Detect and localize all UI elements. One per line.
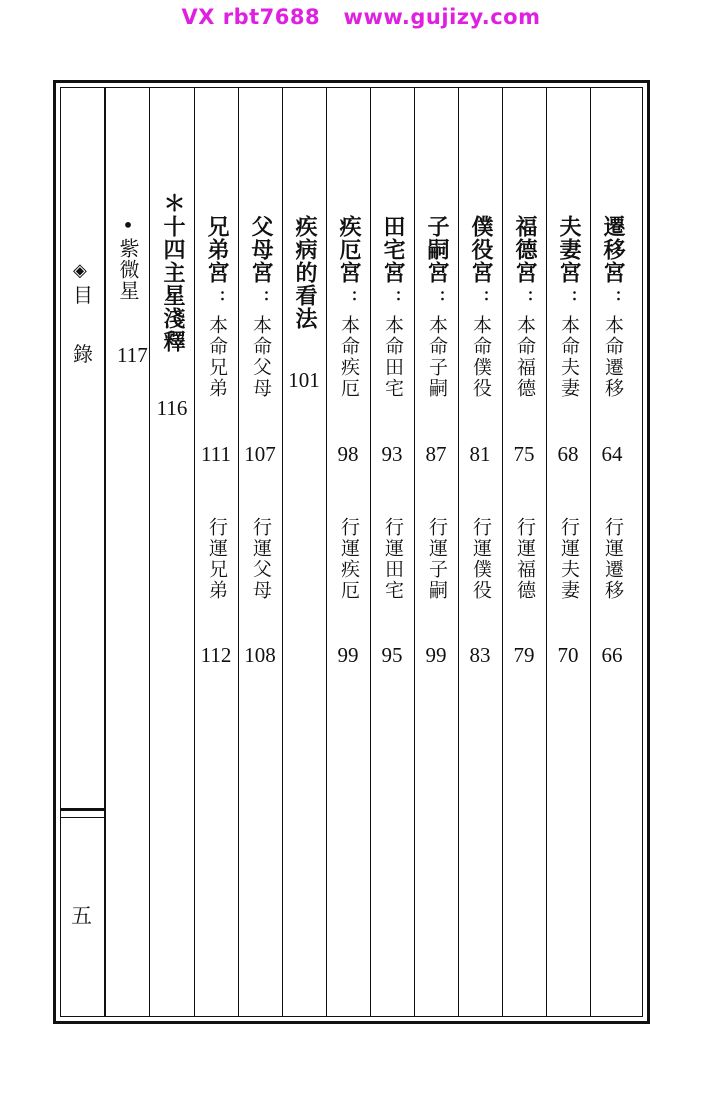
folio-rule-thin xyxy=(61,817,104,818)
entry-subtitle: 本命夫妻 xyxy=(558,315,580,399)
entry-page-number: 93 xyxy=(381,442,403,466)
entry-page-number: 117 xyxy=(117,343,148,367)
entry-colon: ： xyxy=(604,290,623,306)
entry-title: 遷移宮 xyxy=(600,215,625,284)
entry-subtitle: 行運父母 xyxy=(250,517,272,601)
column-divider xyxy=(149,88,150,1016)
entry-subtitle: 本命田宅 xyxy=(382,315,404,399)
entry-colon: ： xyxy=(428,290,447,306)
entry-colon: ： xyxy=(252,290,271,306)
entry-subtitle: 本命兄弟 xyxy=(206,315,228,399)
entry-title: 兄弟宮 xyxy=(204,215,229,284)
entry-title: ＊十四主星淺釋 xyxy=(160,192,185,353)
column-divider xyxy=(326,88,327,1016)
entry-title: 疾病的看法 xyxy=(292,215,317,330)
entry-page-number: 99 xyxy=(337,643,359,667)
entry-page-number: 108 xyxy=(244,643,276,667)
margin-divider xyxy=(104,88,106,1016)
entry-subtitle: 行運僕役 xyxy=(470,517,492,601)
entry-page-number: 66 xyxy=(601,643,623,667)
entry-page-number: 95 xyxy=(381,643,403,667)
entry-page-number: 107 xyxy=(244,442,276,466)
entry-colon: ： xyxy=(208,290,227,306)
entry-subtitle: 本命僕役 xyxy=(470,315,492,399)
entry-page-number: 87 xyxy=(425,442,447,466)
entry-title: •紫微星 xyxy=(116,213,140,301)
contents-heading-char-2: 錄 xyxy=(73,342,93,366)
entry-colon: ： xyxy=(516,290,535,306)
entry-page-number: 81 xyxy=(469,442,491,466)
entry-page-number: 75 xyxy=(513,442,535,466)
entry-page-number: 70 xyxy=(557,643,579,667)
column-divider xyxy=(458,88,459,1016)
column-divider xyxy=(502,88,503,1016)
entry-page-number: 79 xyxy=(513,643,535,667)
folio-number: 五 xyxy=(71,904,92,928)
entry-subtitle: 本命疾厄 xyxy=(338,315,360,399)
entry-title: 子嗣宮 xyxy=(424,215,449,284)
contents-heading-char-1: 目 xyxy=(73,283,93,307)
entry-page-number: 101 xyxy=(288,368,320,392)
entry-page-number: 116 xyxy=(156,396,188,420)
entry-subtitle: 行運子嗣 xyxy=(426,517,448,601)
column-divider xyxy=(282,88,283,1016)
entry-title: 父母宮 xyxy=(248,215,273,284)
watermark-text: VX rbt7688 www.gujizy.com xyxy=(181,5,541,29)
entry-colon: ： xyxy=(560,290,579,306)
entry-page-number: 98 xyxy=(337,442,359,466)
entry-colon: ： xyxy=(472,290,491,306)
entry-page-number: 68 xyxy=(557,442,579,466)
entry-subtitle: 行運夫妻 xyxy=(558,517,580,601)
entry-page-number: 99 xyxy=(425,643,447,667)
diamond-ornament-icon: ◈ xyxy=(73,260,87,281)
entry-title: 田宅宮 xyxy=(380,215,405,284)
entry-colon: ： xyxy=(384,290,403,306)
entry-page-number: 64 xyxy=(601,442,623,466)
entry-title: 福德宮 xyxy=(512,215,537,284)
column-divider xyxy=(590,88,591,1016)
column-divider xyxy=(370,88,371,1016)
entry-title: 疾厄宮 xyxy=(336,215,361,284)
entry-subtitle: 本命父母 xyxy=(250,315,272,399)
entry-title: 夫妻宮 xyxy=(556,215,581,284)
column-divider xyxy=(238,88,239,1016)
column-divider xyxy=(194,88,195,1016)
entry-subtitle: 本命子嗣 xyxy=(426,315,448,399)
entry-title: 僕役宮 xyxy=(468,215,493,284)
entry-subtitle: 行運福德 xyxy=(514,517,536,601)
entry-subtitle: 行運田宅 xyxy=(382,517,404,601)
entry-colon: ： xyxy=(340,290,359,306)
column-divider xyxy=(546,88,547,1016)
column-divider xyxy=(414,88,415,1016)
entry-subtitle: 本命福德 xyxy=(514,315,536,399)
folio-rule-thick xyxy=(61,808,104,811)
entry-subtitle: 本命遷移 xyxy=(602,315,624,399)
entry-subtitle: 行運遷移 xyxy=(602,517,624,601)
entry-subtitle: 行運疾厄 xyxy=(338,517,360,601)
entry-page-number: 111 xyxy=(201,442,231,466)
entry-page-number: 112 xyxy=(200,643,232,667)
entry-subtitle: 行運兄弟 xyxy=(206,517,228,601)
entry-page-number: 83 xyxy=(469,643,491,667)
